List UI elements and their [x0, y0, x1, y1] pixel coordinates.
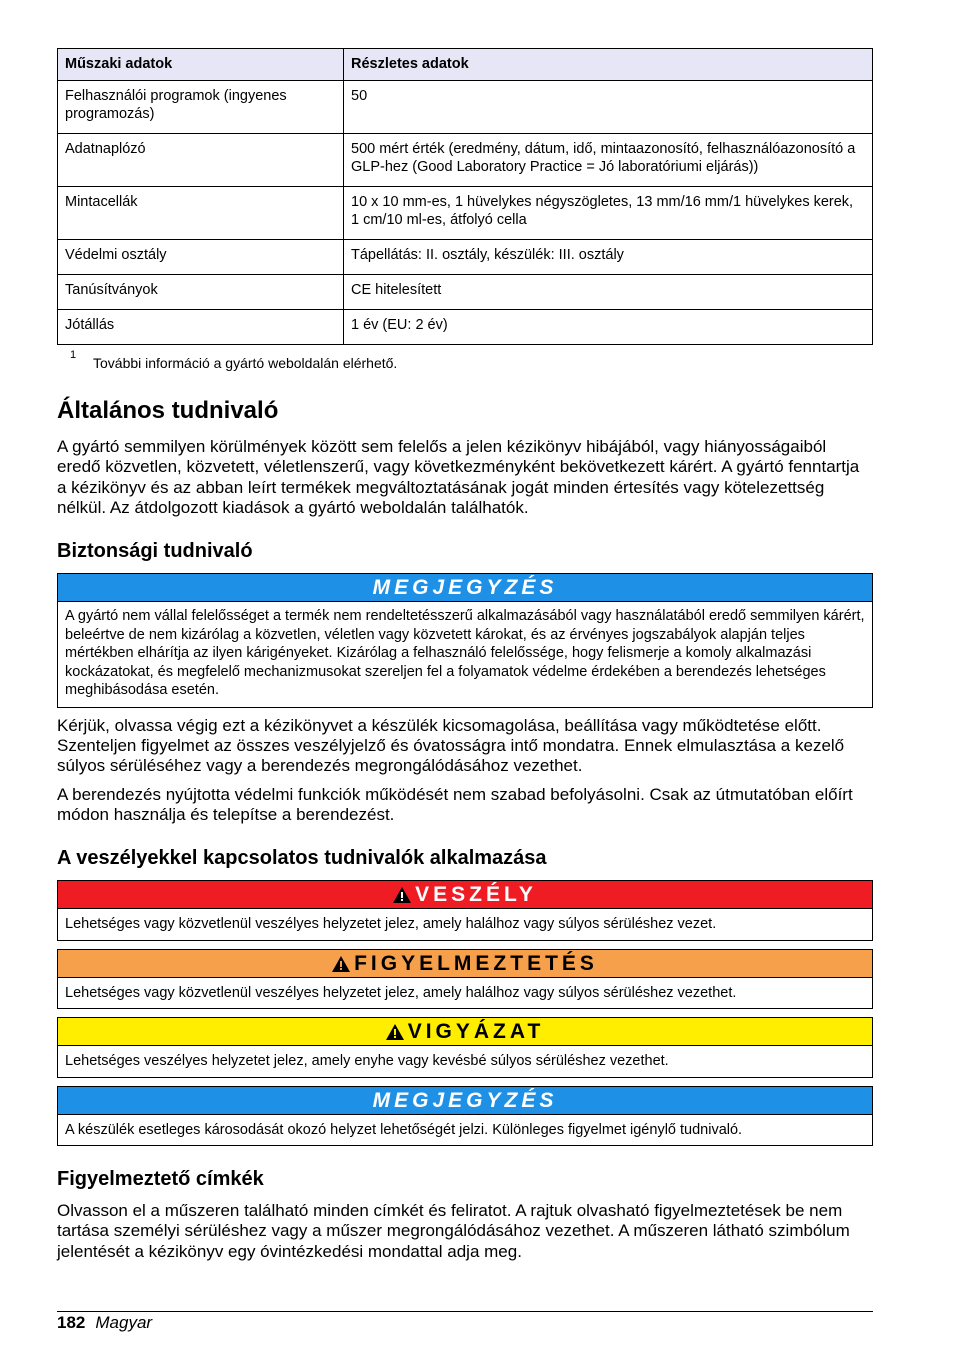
table-cell: 50: [344, 81, 873, 134]
table-cell: Felhasználói programok (ingyenes programozás): [58, 81, 344, 134]
table-row: [58, 310, 873, 345]
table-cell: Adatnaplózó: [58, 134, 344, 187]
table-row: [58, 187, 873, 240]
page-content: [57, 48, 873, 1270]
caution-header: [58, 1018, 872, 1046]
footnote-text: További információ a gyártó weboldalán elérhető.: [93, 355, 398, 371]
table-header-cell: Műszaki adatok: [58, 49, 344, 81]
hazard-heading: A veszélyekkel kapcsolatos tudnivalók alkalmazása: [57, 847, 547, 870]
notice-label: MEGJEGYZÉS: [58, 574, 872, 602]
table-row: [58, 275, 873, 310]
footnote-mark: 1: [70, 349, 77, 361]
page-footer: [57, 1311, 873, 1333]
warning-header: [58, 950, 872, 978]
table-cell: Jótállás: [58, 310, 344, 345]
notice-box: [57, 573, 873, 708]
danger-text: Lehetséges vagy közvetlenül veszélyes helyzetet jelez, amely halálhoz vagy súlyos sérüléshez vezet.: [65, 916, 717, 933]
warning-triangle-icon: [332, 956, 350, 972]
warning-triangle-icon: [386, 1024, 404, 1040]
warning-box: [57, 949, 873, 1010]
note-box: [57, 1086, 873, 1147]
table-cell: Védelmi osztály: [58, 240, 344, 275]
notice-text: A gyártó nem vállal felelősséget a termék nem rendeltetésszerű alkalmazásából vagy használatából eredő semmilyen kárért, beleértve de nem kizárólag a közvetlen, véletlen vagy közvetett károkat, és az érvényes jogszabályok alapján teljes mértékben elhárítja az ilyen kárigényeket. Kizárólag a felhasználó felelőssége, hogy felismerje a komoly alkalmazási kockázatokat, és megfelelő mechanizmusokat szereljen fel a folyamatok védelme érdekében a berendezés lehetséges meghibásodása esetén.: [65, 608, 865, 699]
table-cell: Tanúsítványok: [58, 275, 344, 310]
spec-table: [57, 48, 873, 345]
table-header-cell: Részletes adatok: [344, 49, 873, 81]
general-heading: Általános tudnivaló: [57, 397, 279, 424]
table-header-row: [58, 49, 873, 81]
note-label: MEGJEGYZÉS: [58, 1087, 872, 1115]
table-cell: 500 mért érték (eredmény, dátum, idő, mintaazonosító, felhasználóazonosító a GLP-hez (Good Laboratory Practice = Jó laboratóriumi eljárás)): [344, 134, 873, 187]
caution-box: [57, 1017, 873, 1078]
labels-paragraph: Olvasson el a műszeren található minden címkét és feliratot. A rajtuk olvasható figyelmeztetések be nem tartása személyi sérüléshez vagy a műszer megrongálódásához vezethet. A műszeren látható szimbólum jelentését a kézikönyv egy óvintézkedési mondattal adja meg.: [57, 1201, 850, 1261]
danger-label: VESZÉLY: [415, 883, 537, 907]
warning-label: FIGYELMEZTETÉS: [354, 951, 598, 975]
table-cell: Tápellátás: II. osztály, készülék: III. osztály: [344, 240, 873, 275]
caution-label: VIGYÁZAT: [407, 1020, 545, 1044]
table-cell: Mintacellák: [58, 187, 344, 240]
note-text: A készülék esetleges károsodását okozó helyzet lehetőségét jelzi. Különleges figyelmet igénylő tudnivaló.: [65, 1121, 743, 1138]
labels-heading: Figyelmeztető címkék: [57, 1168, 264, 1191]
danger-box: [57, 880, 873, 941]
safety-paragraph-1: Kérjük, olvassa végig ezt a kézikönyvet a készülék kicsomagolása, beállítása vagy működtetése előtt. Szenteljen figyelmet az összes veszélyjelző és óvatosságra intő mondatra. Ennek elmulasztása a kezelő súlyos sérüléséhez vagy a berendezés megrongálódásához vezethet.: [57, 715, 845, 776]
warning-triangle-icon: [393, 887, 411, 903]
safety-paragraph-2: A berendezés nyújtotta védelmi funkciók működését nem szabad befolyásolni. Csak az útmutatóban előírt módon használja és telepítse a berendezést.: [57, 784, 853, 824]
table-cell: 1 év (EU: 2 év): [344, 310, 873, 345]
general-paragraph: A gyártó semmilyen körülmények között sem felelős a jelen kézikönyv hibájából, vagy hiányosságaiból eredő közvetlen, közvetett, véletlenszerű, vagy következményként bekövetkezett kárért. A gyártó fenntartja a kézikönyv és az abban leírt termékek megváltoztatásának jogát minden értesítés vagy kötelezettség nélkül. Az átdolgozott kiadások a gyártó weboldalán találhatók.: [57, 437, 860, 517]
safety-heading: Biztonsági tudnivaló: [57, 540, 253, 563]
warning-text: Lehetséges vagy közvetlenül veszélyes helyzetet jelez, amely halálhoz vagy súlyos sérüléshez vezethet.: [65, 984, 737, 1001]
table-cell: 10 x 10 mm-es, 1 hüvelykes négyszögletes, 13 mm/16 mm/1 hüvelykes kerek, 1 cm/10 ml-es, átfolyó cella: [344, 187, 873, 240]
page-number: 182: [57, 1313, 86, 1332]
table-row: [58, 134, 873, 187]
footnote: [70, 349, 873, 371]
table-row: [58, 81, 873, 134]
footer-language: Magyar: [95, 1313, 153, 1332]
danger-header: [58, 881, 872, 909]
table-row: [58, 240, 873, 275]
table-cell: CE hitelesített: [344, 275, 873, 310]
caution-text: Lehetséges veszélyes helyzetet jelez, amely enyhe vagy kevésbé súlyos sérüléshez vezethet.: [65, 1053, 669, 1070]
